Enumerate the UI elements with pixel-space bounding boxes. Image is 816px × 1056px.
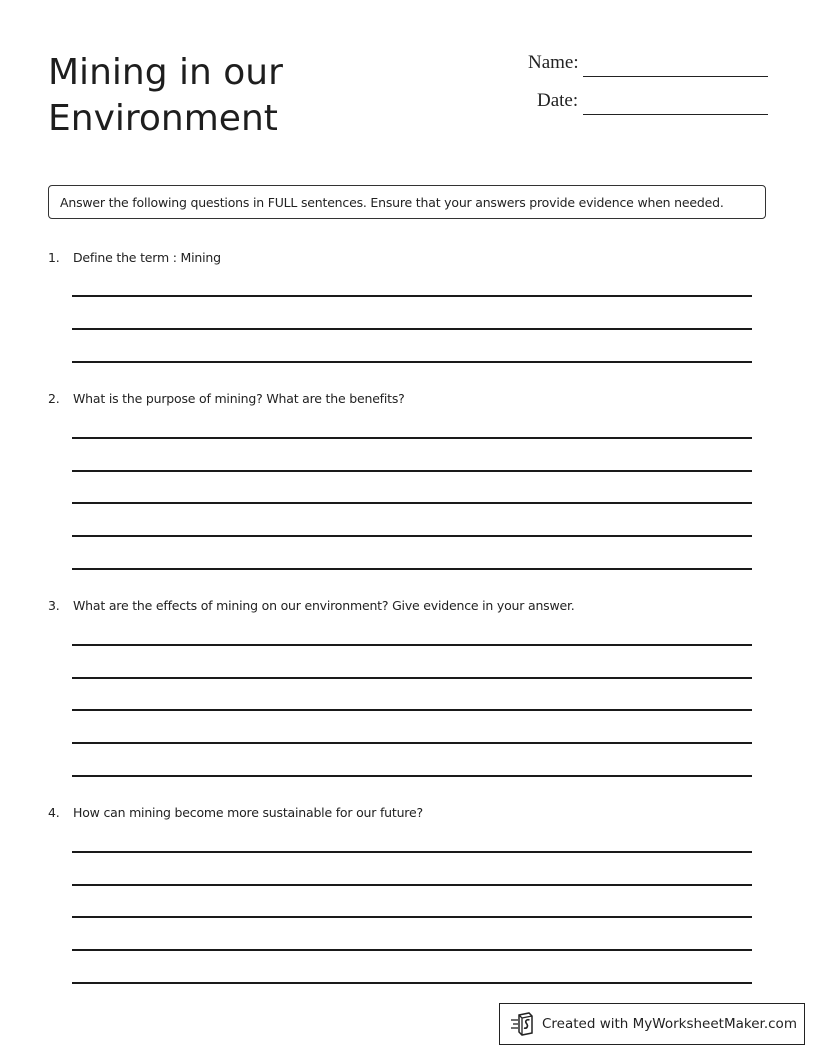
answer-line[interactable] xyxy=(72,295,752,297)
instructions-text: Answer the following questions in FULL sentences. Ensure that your answers provide evidence when needed. xyxy=(60,195,724,210)
question-number: 2. xyxy=(48,391,60,406)
answer-line[interactable] xyxy=(72,916,752,918)
date-label: Date: xyxy=(537,90,579,111)
date-blank-line[interactable] xyxy=(583,114,768,115)
instructions-box xyxy=(48,185,766,219)
created-with-badge[interactable] xyxy=(499,1003,805,1045)
answer-line[interactable] xyxy=(72,851,752,853)
answer-line[interactable] xyxy=(72,470,752,472)
answer-line[interactable] xyxy=(72,677,752,679)
page-title xyxy=(48,50,378,142)
question-number: 1. xyxy=(48,250,60,265)
answer-line[interactable] xyxy=(72,328,752,330)
answer-line[interactable] xyxy=(72,884,752,886)
answer-line[interactable] xyxy=(72,535,752,537)
answer-line[interactable] xyxy=(72,502,752,504)
title-line-2: Environment xyxy=(48,98,278,139)
question-text: Define the term : Mining xyxy=(73,250,221,265)
answer-line[interactable] xyxy=(72,568,752,570)
answer-line[interactable] xyxy=(72,361,752,363)
answer-line[interactable] xyxy=(72,775,752,777)
title-line-1: Mining in our xyxy=(48,52,283,93)
answer-line[interactable] xyxy=(72,644,752,646)
worksheet-maker-logo-icon xyxy=(510,1011,536,1037)
answer-line[interactable] xyxy=(72,982,752,984)
answer-line[interactable] xyxy=(72,742,752,744)
answer-line[interactable] xyxy=(72,709,752,711)
question-number: 4. xyxy=(48,805,60,820)
question-number: 3. xyxy=(48,598,60,613)
question-text: What is the purpose of mining? What are the benefits? xyxy=(73,391,405,406)
question-text: What are the effects of mining on our environment? Give evidence in your answer. xyxy=(73,598,575,613)
question-text: How can mining become more sustainable for our future? xyxy=(73,805,423,820)
answer-line[interactable] xyxy=(72,949,752,951)
answer-line[interactable] xyxy=(72,437,752,439)
name-label: Name: xyxy=(528,52,579,73)
name-blank-line[interactable] xyxy=(583,76,768,77)
badge-text[interactable]: Created with MyWorksheetMaker.com xyxy=(542,1016,797,1032)
